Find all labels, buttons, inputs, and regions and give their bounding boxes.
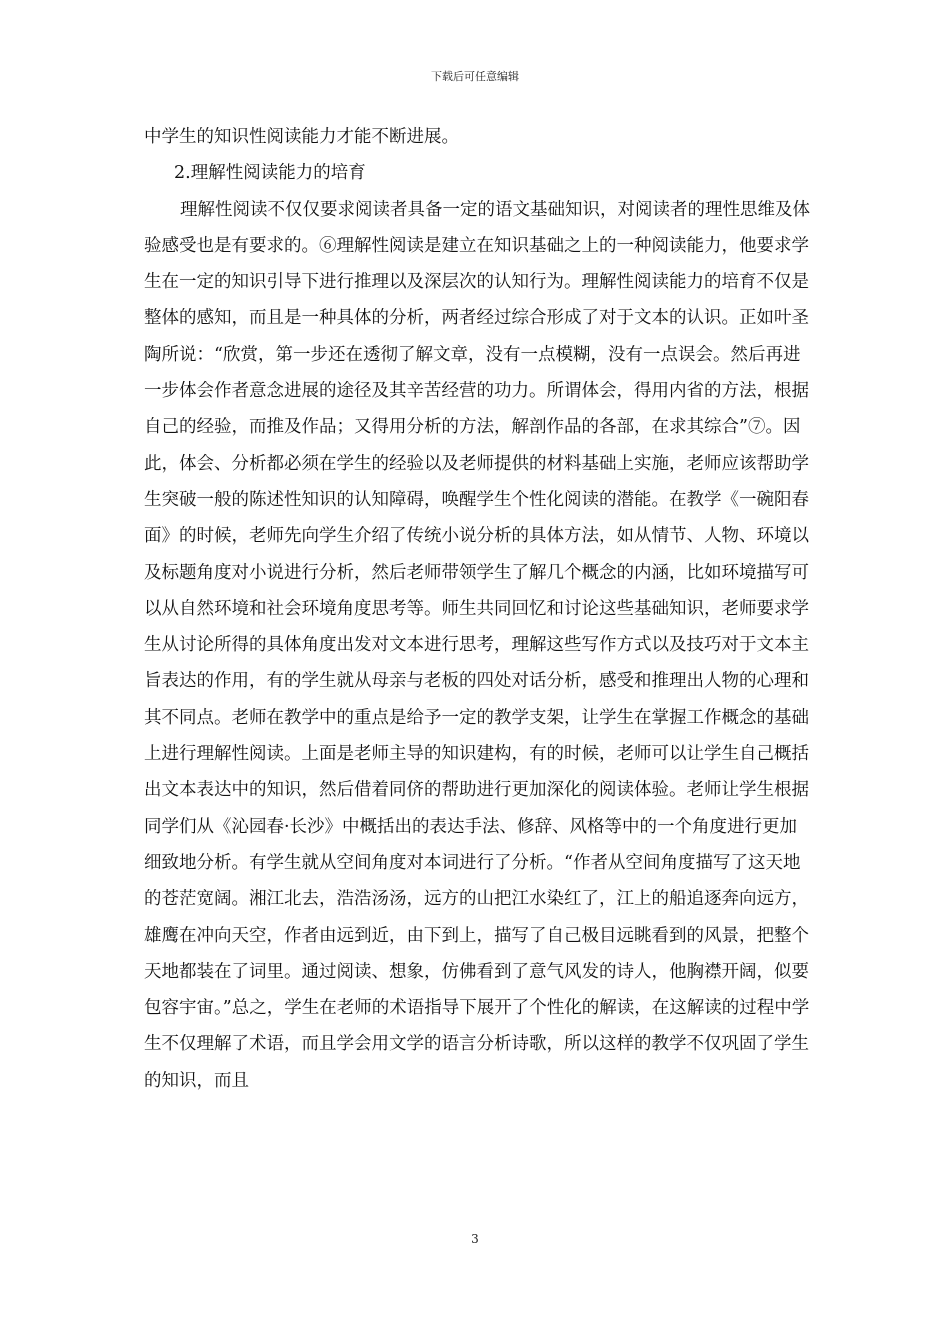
page-header: 下载后可任意编辑 xyxy=(431,70,519,83)
continuation-paragraph: 中学生的知识性阅读能力才能不断进展。 xyxy=(144,127,459,147)
body-paragraph: 理解性阅读不仅仅要求阅读者具备一定的语文基础知识，对阅读者的理性思维及体验感受也是有要求的。⑥理解性阅读是建立在知识基础之上的一种阅读能力，他要求学生在一定的知识引导下进行推理以及深层次的认知行为。理解性阅读能力的培育不仅是整体的感知，而且是一种具体的分析，两者经过综合形成了对于文本的认识。正如叶圣陶所说：“欣赏，第一步还在透彻了解文章，没有一点模糊，没有一点误会。然后再进一步体会作者意念进展的途径及其辛苦经营的功力。所谓体会，得用内省的方法，根据自己的经验，而推及作品；又得用分析的方法，解剖作品的各部，在求其综合”⑦。因此，体会、分析都必须在学生的经验以及老师提供的材料基础上实施，老师应该帮助学生突破一般的陈述性知识的认知障碍，唤醒学生个性化阅读的潜能。在教学《一碗阳春面》的时候，老师先向学生介绍了传统小说分析的具体方法，如从情节、人物、环境以及标题角度对小说进行分析，然后老师带领学生了解几个概念的内涵，比如环境描写可以从自然环境和社会环境角度思考等。师生共同回忆和讨论这些基础知识，老师要求学生从讨论所得的具体角度出发对文本进行思考，理解这些写作方式以及技巧对于文本主旨表达的作用，有的学生就从母亲与老板的四处对话分析，感受和推理出人物的心理和其不同点。老师在教学中的重点是给予一定的教学支架，让学生在掌握工作概念的基础上进行理解性阅读。上面是老师主导的知识建构，有的时候，老师可以让学生自己概括出文本表达中的知识，然后借着同侪的帮助进行更加深化的阅读体验。老师让学生根据同学们从《沁园春·长沙》中概括出的表达手法、修辞、风格等中的一个角度进行更加细致地分析。有学生就从空间角度对本词进行了分析。“作者从空间角度描写了这天地的苍茫宽阔。湘江北去，浩浩汤汤，远方的山把江水染红了，江上的船追逐奔向远方，雄鹰在冲向天空，作者由远到近，由下到上，描写了自己极目远眺看到的风景，把整个天地都装在了词里。通过阅读、想象，仿佛看到了意气风发的诗人，他胸襟开阔，似要包容宇宙。”总之，学生在老师的术语指导下展开了个性化的解读，在这解读的过程中学生不仅理解了术语，而且学会用文学的语言分析诗歌，所以这样的教学不仅巩固了学生的知识，而且 xyxy=(144,199,810,1091)
document-body xyxy=(144,119,812,1099)
section-heading: 2.理解性阅读能力的培育 xyxy=(174,163,366,184)
page-number: 3 xyxy=(471,1232,479,1246)
